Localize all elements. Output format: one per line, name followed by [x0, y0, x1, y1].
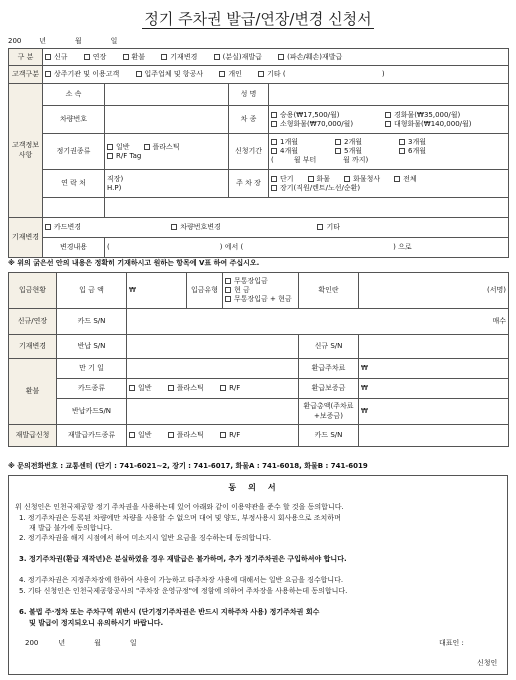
- reissue-card-sn-label: 카드 S/N: [299, 425, 359, 447]
- refund-general-checkbox[interactable]: [129, 385, 135, 391]
- ticket-plastic-checkbox[interactable]: [144, 144, 150, 150]
- card-sn-label: 카드 S/N: [57, 309, 127, 335]
- confirm-label: 확인란: [299, 273, 359, 309]
- new-sn-label: 신규 S/N: [299, 335, 359, 359]
- admin-table: [8, 272, 509, 447]
- period-6-checkbox[interactable]: [399, 148, 405, 154]
- change-content-label: 변경내용: [43, 238, 105, 258]
- lot-options: 단기 화물 화물청사 전체 장기(직원/렌트/노선/순환): [269, 170, 509, 198]
- new-extend-label: 신규/연장: [9, 309, 57, 335]
- application-table: [8, 48, 509, 258]
- date-line: 200 년 월 일: [8, 37, 118, 45]
- ticket-rf-checkbox[interactable]: [107, 153, 113, 159]
- return-card-field[interactable]: [127, 399, 299, 425]
- vehicle-light-truck-checkbox[interactable]: [385, 112, 391, 118]
- applicant-spare-cell-2: [105, 198, 509, 218]
- lot-label: 주 차 장: [229, 170, 269, 198]
- customer-agency-checkbox[interactable]: [45, 71, 51, 77]
- plate-label: 차량번호: [43, 106, 105, 134]
- method-transfer-checkbox[interactable]: [225, 278, 231, 284]
- customer-other-checkbox[interactable]: [258, 71, 264, 77]
- refund-fee-label: 환급주차료: [299, 359, 359, 379]
- refund-deposit-label: 환급보증금: [299, 379, 359, 399]
- affiliation-label: 소 속: [43, 84, 105, 106]
- type-edit-checkbox[interactable]: [161, 54, 167, 60]
- period-4-checkbox[interactable]: [271, 148, 277, 154]
- agreement-item-3: 3. 정기주차권(환급 재작년)은 분실하였을 경우 재발급은 불가하며, 추가 정기주차권은 구입하셔야 합니다.: [19, 555, 347, 563]
- applicant-spare-cell: [43, 198, 105, 218]
- sign-field[interactable]: (서명): [359, 273, 509, 309]
- card-type-label: 카드종류: [57, 379, 127, 399]
- lot-long-checkbox[interactable]: [271, 185, 277, 191]
- agreement-item-4: 4. 정기주차권은 지정주차장에 한하여 사용이 가능하고 타주차장 사용에 대해서는 일반 요금을 징수합니다.: [19, 576, 344, 584]
- expire-label: 만 기 일: [57, 359, 127, 379]
- vehicle-label: 차 종: [229, 106, 269, 134]
- refund-deposit-field[interactable]: ₩: [359, 379, 509, 399]
- vehicle-options: 승용(₩17,500/월) 경화물(₩35,000/월) 소형화물(₩70,000/월) 대형화물(₩140,000/월): [269, 106, 509, 134]
- amount-label: 입 금 액: [57, 273, 127, 309]
- change-content-field[interactable]: ( ) 에서 ( ) 으로: [105, 238, 509, 258]
- refund-total-field[interactable]: ₩: [359, 399, 509, 425]
- lot-short-checkbox[interactable]: [271, 176, 277, 182]
- agreement-date: 200 년 월 일: [25, 639, 137, 647]
- ticket-type-options: 일반 플라스틱 R/F Tag: [105, 134, 229, 170]
- applicant-sign-label: 신청인: [477, 659, 498, 667]
- plate-field[interactable]: [105, 106, 229, 134]
- type-lost-checkbox[interactable]: [214, 54, 220, 60]
- name-label: 성 명: [229, 84, 269, 106]
- method-mixed-checkbox[interactable]: [225, 296, 231, 302]
- change-card-checkbox[interactable]: [45, 224, 51, 230]
- new-sn-field[interactable]: [359, 335, 509, 359]
- type-options: 신규 연장 환불 기재변경 (분실)재발급 (파손/훼손)재발급: [43, 49, 509, 66]
- refund-total-label: 환급총액(주차료+보증금): [299, 399, 359, 425]
- ticket-type-label: 정기권종류: [43, 134, 105, 170]
- customer-label: 고객구분: [9, 66, 43, 84]
- lot-cargo-terminal-checkbox[interactable]: [344, 176, 350, 182]
- applicant-group-label: 고객정보사항: [9, 84, 43, 218]
- lot-cargo-checkbox[interactable]: [308, 176, 314, 182]
- return-sn-label: 반납 S/N: [57, 335, 127, 359]
- period-5-checkbox[interactable]: [335, 148, 341, 154]
- reissue-plastic-checkbox[interactable]: [168, 432, 174, 438]
- agreement-item-6b: 및 발급이 정지되오니 유의하시기 바랍니다.: [29, 619, 164, 627]
- edit-label: 기재변경: [9, 335, 57, 359]
- type-extend-checkbox[interactable]: [84, 54, 90, 60]
- refund-rf-checkbox[interactable]: [220, 385, 226, 391]
- fill-instruction: ※ 위의 굵은선 안의 내용은 정확히 기재하시고 원하는 항목에 V표 하여 주십시오.: [8, 259, 260, 267]
- reissue-card-sn-field[interactable]: [359, 425, 509, 447]
- vehicle-small-truck-checkbox[interactable]: [271, 121, 277, 127]
- refund-plastic-checkbox[interactable]: [168, 385, 174, 391]
- method-label: 입금유형: [187, 273, 223, 309]
- vehicle-car-checkbox[interactable]: [271, 112, 277, 118]
- period-3-checkbox[interactable]: [399, 139, 405, 145]
- lot-all-checkbox[interactable]: [394, 176, 400, 182]
- customer-options: 상주기관 및 이용고객 입주업체 및 항공사 개인 기타 ( ): [43, 66, 509, 84]
- change-label: 기재변경: [9, 218, 43, 258]
- change-other-checkbox[interactable]: [317, 224, 323, 230]
- period-2-checkbox[interactable]: [335, 139, 341, 145]
- period-1-checkbox[interactable]: [271, 139, 277, 145]
- agreement-item-2: 2. 정기주차권을 해지 시점에서 하여 미소지시 일반 요금을 징수하는데 동의합니다.: [19, 534, 272, 542]
- customer-personal-checkbox[interactable]: [219, 71, 225, 77]
- agreement-item-6: 6. 불법 주·정차 또는 주차구역 위반시 (단기정기주차권은 반드시 지하주차 사용) 정기주차권 회수: [19, 608, 320, 616]
- type-refund-checkbox[interactable]: [123, 54, 129, 60]
- method-cash-checkbox[interactable]: [225, 287, 231, 293]
- contact-field[interactable]: 직장) H.P): [105, 170, 229, 198]
- form-title: 정기 주차권 발급/연장/변경 신청서: [144, 10, 372, 28]
- card-sn-field[interactable]: 매수: [127, 309, 509, 335]
- refund-label: 환불: [9, 359, 57, 425]
- refund-fee-field[interactable]: ₩: [359, 359, 509, 379]
- reissue-label: 재발급신청: [9, 425, 57, 447]
- amount-field[interactable]: ₩: [127, 273, 187, 309]
- vehicle-large-truck-checkbox[interactable]: [385, 121, 391, 127]
- reissue-card-type-label: 재발급카드종류: [57, 425, 127, 447]
- period-label: 신청기간: [229, 134, 269, 170]
- change-options: 카드변경 차량번호변경 기타: [43, 218, 509, 238]
- agreement-box: [8, 475, 508, 675]
- contact-info: ※ 문의전화번호 : 교통센터 (단기 : 741-6021~2, 장기 : 741-6017, 화물A : 741-6018, 화물B : 741-6019: [8, 462, 368, 470]
- agreement-item-1b: 재 발급 불가에 동의합니다.: [29, 524, 113, 532]
- reissue-rf-checkbox[interactable]: [220, 432, 226, 438]
- period-options: 1개월 2개월 3개월 4개월 5개월 6개월 ( 월 부터 월 까지): [269, 134, 509, 170]
- card-type-options: 일반 플라스틱 R/F: [127, 379, 299, 399]
- reissue-card-type-options: 일반 플라스틱 R/F: [127, 425, 299, 447]
- return-sn-field[interactable]: [127, 335, 299, 359]
- type-label: 구 분: [9, 49, 43, 66]
- affiliation-field[interactable]: [105, 84, 229, 106]
- name-field[interactable]: [269, 84, 509, 106]
- method-options: 무통장입금 현 금 무통장입금 + 현금: [223, 273, 299, 309]
- reissue-general-checkbox[interactable]: [129, 432, 135, 438]
- change-plate-checkbox[interactable]: [171, 224, 177, 230]
- agreement-item-1: 1. 정기주차권은 등록된 차량에만 차량을 사용할 수 없으며 대여 및 양도, 부정사용시 회사용으로 조치하며: [19, 514, 341, 522]
- representative-label: 대표인 :: [439, 639, 464, 647]
- ticket-general-checkbox[interactable]: [107, 144, 113, 150]
- agreement-item-5: 5. 기타 신청인은 인천국제공항공사의 "주차장 운영규정"에 정함에 의하여 주차장을 사용하는데 동의합니다.: [19, 587, 348, 595]
- return-card-label: 반납카드S/N: [57, 399, 127, 425]
- agreement-title: 동의서: [228, 483, 288, 492]
- agreement-intro: 위 신청인은 인천국제공항 정기 주차권을 사용하는데 있어 아래와 같이 이용약관을 준수 할 것을 동의합니다.: [15, 503, 344, 511]
- contact-label: 연 락 처: [43, 170, 105, 198]
- expire-field[interactable]: [127, 359, 299, 379]
- type-damaged-checkbox[interactable]: [278, 54, 284, 60]
- customer-tenant-checkbox[interactable]: [136, 71, 142, 77]
- type-new-checkbox[interactable]: [45, 54, 51, 60]
- payment-label: 입금현황: [9, 273, 57, 309]
